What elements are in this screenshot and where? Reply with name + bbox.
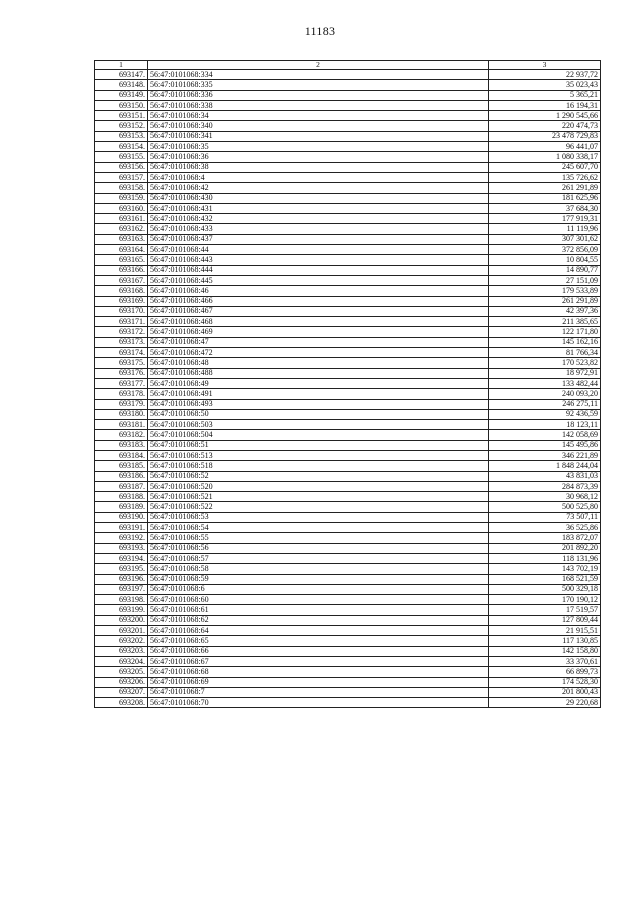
row-number-cell: 693188. xyxy=(95,492,148,502)
cadastral-number-cell: 56:47:0101068:444 xyxy=(148,265,489,275)
cadastral-number-cell: 56:47:0101068:54 xyxy=(148,523,489,533)
cadastral-value-cell: 177 919,31 xyxy=(489,214,601,224)
table-row xyxy=(95,224,601,234)
cadastral-number-cell: 56:47:0101068:445 xyxy=(148,275,489,285)
table-row xyxy=(95,595,601,605)
row-number-cell: 693162. xyxy=(95,224,148,234)
row-number-cell: 693206. xyxy=(95,677,148,687)
row-number-cell: 693178. xyxy=(95,389,148,399)
table-row xyxy=(95,234,601,244)
cadastral-number-cell: 56:47:0101068:52 xyxy=(148,471,489,481)
cadastral-number-cell: 56:47:0101068:46 xyxy=(148,286,489,296)
row-number-cell: 693184. xyxy=(95,450,148,460)
cadastral-value-cell: 11 119,96 xyxy=(489,224,601,234)
row-number-cell: 693199. xyxy=(95,605,148,615)
cadastral-number-cell: 56:47:0101068:56 xyxy=(148,543,489,553)
cadastral-number-cell: 56:47:0101068:48 xyxy=(148,358,489,368)
cadastral-number-cell: 56:47:0101068:35 xyxy=(148,142,489,152)
row-number-cell: 693155. xyxy=(95,152,148,162)
cadastral-value-cell: 170 190,12 xyxy=(489,595,601,605)
cadastral-number-cell: 56:47:0101068:432 xyxy=(148,214,489,224)
page-number: 11183 xyxy=(304,24,336,38)
row-number-cell: 693208. xyxy=(95,698,148,708)
cadastral-number-cell: 56:47:0101068:522 xyxy=(148,502,489,512)
cadastral-value-cell: 211 385,65 xyxy=(489,317,601,327)
cadastral-value-cell: 122 171,80 xyxy=(489,327,601,337)
row-number-cell: 693154. xyxy=(95,142,148,152)
cadastral-number-cell: 56:47:0101068:51 xyxy=(148,440,489,450)
cadastral-value-cell: 174 528,30 xyxy=(489,677,601,687)
row-number-cell: 693196. xyxy=(95,574,148,584)
cadastral-number-cell: 56:47:0101068:70 xyxy=(148,698,489,708)
table-row xyxy=(95,605,601,615)
table-row xyxy=(95,183,601,193)
cadastral-number-cell: 56:47:0101068:521 xyxy=(148,492,489,502)
cadastral-value-cell: 17 519,57 xyxy=(489,605,601,615)
table-row xyxy=(95,399,601,409)
cadastral-value-cell: 135 726,62 xyxy=(489,172,601,182)
table-row xyxy=(95,90,601,100)
row-number-cell: 693191. xyxy=(95,523,148,533)
cadastral-value-cell: 145 495,86 xyxy=(489,440,601,450)
cadastral-number-cell: 56:47:0101068:340 xyxy=(148,121,489,131)
table-row xyxy=(95,584,601,594)
cadastral-number-cell: 56:47:0101068:334 xyxy=(148,70,489,80)
table-row xyxy=(95,245,601,255)
cadastral-value-cell: 181 625,96 xyxy=(489,193,601,203)
cadastral-number-cell: 56:47:0101068:57 xyxy=(148,553,489,563)
table-row xyxy=(95,574,601,584)
row-number-cell: 693182. xyxy=(95,430,148,440)
cadastral-number-cell: 56:47:0101068:42 xyxy=(148,183,489,193)
cadastral-number-cell: 56:47:0101068:58 xyxy=(148,564,489,574)
cadastral-number-cell: 56:47:0101068:59 xyxy=(148,574,489,584)
cadastral-value-cell: 142 158,80 xyxy=(489,646,601,656)
table-row xyxy=(95,358,601,368)
cadastral-number-cell: 56:47:0101068:49 xyxy=(148,378,489,388)
row-number-cell: 693166. xyxy=(95,265,148,275)
row-number-cell: 693197. xyxy=(95,584,148,594)
row-number-cell: 693167. xyxy=(95,275,148,285)
cadastral-number-cell: 56:47:0101068:338 xyxy=(148,100,489,110)
cadastral-value-cell: 372 856,09 xyxy=(489,245,601,255)
row-number-cell: 693173. xyxy=(95,337,148,347)
table-row xyxy=(95,265,601,275)
cadastral-value-cell: 500 329,18 xyxy=(489,584,601,594)
row-number-cell: 693198. xyxy=(95,595,148,605)
cadastral-value-cell: 127 809,44 xyxy=(489,615,601,625)
row-number-cell: 693148. xyxy=(95,80,148,90)
row-number-cell: 693174. xyxy=(95,348,148,358)
cadastral-number-cell: 56:47:0101068:335 xyxy=(148,80,489,90)
cadastral-value-cell: 1 080 338,17 xyxy=(489,152,601,162)
table-row xyxy=(95,636,601,646)
row-number-cell: 693200. xyxy=(95,615,148,625)
cadastral-value-cell: 22 937,72 xyxy=(489,70,601,80)
cadastral-value-cell: 220 474,73 xyxy=(489,121,601,131)
row-number-cell: 693186. xyxy=(95,471,148,481)
cadastral-number-cell: 56:47:0101068:430 xyxy=(148,193,489,203)
table-row xyxy=(95,461,601,471)
row-number-cell: 693149. xyxy=(95,90,148,100)
row-number-cell: 693203. xyxy=(95,646,148,656)
cadastral-value-cell: 245 607,70 xyxy=(489,162,601,172)
column-header-1: 1 xyxy=(95,61,148,70)
cadastral-value-cell: 29 220,68 xyxy=(489,698,601,708)
cadastral-number-cell: 56:47:0101068:472 xyxy=(148,348,489,358)
cadastral-number-cell: 56:47:0101068:491 xyxy=(148,389,489,399)
row-number-cell: 693163. xyxy=(95,234,148,244)
row-number-cell: 693189. xyxy=(95,502,148,512)
cadastral-value-cell: 36 525,86 xyxy=(489,523,601,533)
table-row xyxy=(95,687,601,697)
cadastral-number-cell: 56:47:0101068:433 xyxy=(148,224,489,234)
cadastral-number-cell: 56:47:0101068:513 xyxy=(148,450,489,460)
row-number-cell: 693172. xyxy=(95,327,148,337)
cadastral-value-cell: 16 194,31 xyxy=(489,100,601,110)
row-number-cell: 693190. xyxy=(95,512,148,522)
table-header-row xyxy=(95,61,601,70)
table-body xyxy=(95,70,601,708)
cadastral-number-cell: 56:47:0101068:468 xyxy=(148,317,489,327)
cadastral-number-cell: 56:47:0101068:34 xyxy=(148,111,489,121)
cadastral-value-cell: 96 441,07 xyxy=(489,142,601,152)
table-row xyxy=(95,348,601,358)
table-row xyxy=(95,523,601,533)
table-row xyxy=(95,626,601,636)
cadastral-number-cell: 56:47:0101068:341 xyxy=(148,131,489,141)
cadastral-value-cell: 346 221,89 xyxy=(489,450,601,460)
cadastral-value-cell: 179 533,89 xyxy=(489,286,601,296)
table-row xyxy=(95,698,601,708)
table-row xyxy=(95,306,601,316)
cadastral-number-cell: 56:47:0101068:66 xyxy=(148,646,489,656)
cadastral-number-cell: 56:47:0101068:6 xyxy=(148,584,489,594)
row-number-cell: 693194. xyxy=(95,553,148,563)
cadastral-number-cell: 56:47:0101068:50 xyxy=(148,409,489,419)
table-row xyxy=(95,214,601,224)
table-row xyxy=(95,481,601,491)
cadastral-value-cell: 201 800,43 xyxy=(489,687,601,697)
column-header-2: 2 xyxy=(148,61,489,70)
row-number-cell: 693177. xyxy=(95,378,148,388)
table-row xyxy=(95,389,601,399)
cadastral-number-cell: 56:47:0101068:38 xyxy=(148,162,489,172)
cadastral-value-cell: 133 482,44 xyxy=(489,378,601,388)
cadastral-number-cell: 56:47:0101068:336 xyxy=(148,90,489,100)
row-number-cell: 693187. xyxy=(95,481,148,491)
cadastral-number-cell: 56:47:0101068:47 xyxy=(148,337,489,347)
table-row xyxy=(95,440,601,450)
table-row xyxy=(95,255,601,265)
cadastral-number-cell: 56:47:0101068:466 xyxy=(148,296,489,306)
table-row xyxy=(95,368,601,378)
cadastral-value-cell: 118 131,96 xyxy=(489,553,601,563)
row-number-cell: 693150. xyxy=(95,100,148,110)
cadastral-value-cell: 43 831,03 xyxy=(489,471,601,481)
cadastral-value-cell: 18 972,91 xyxy=(489,368,601,378)
row-number-cell: 693153. xyxy=(95,131,148,141)
cadastral-number-cell: 56:47:0101068:7 xyxy=(148,687,489,697)
row-number-cell: 693179. xyxy=(95,399,148,409)
row-number-cell: 693175. xyxy=(95,358,148,368)
table-row xyxy=(95,646,601,656)
table-row xyxy=(95,162,601,172)
table-row xyxy=(95,512,601,522)
table-row xyxy=(95,543,601,553)
cadastral-value-cell: 240 093,20 xyxy=(489,389,601,399)
row-number-cell: 693183. xyxy=(95,440,148,450)
row-number-cell: 693159. xyxy=(95,193,148,203)
table-row xyxy=(95,667,601,677)
table-row xyxy=(95,327,601,337)
cadastral-number-cell: 56:47:0101068:64 xyxy=(148,626,489,636)
row-number-cell: 693181. xyxy=(95,420,148,430)
table-row xyxy=(95,100,601,110)
cadastral-number-cell: 56:47:0101068:503 xyxy=(148,420,489,430)
cadastral-value-cell: 66 899,73 xyxy=(489,667,601,677)
row-number-cell: 693156. xyxy=(95,162,148,172)
table-row xyxy=(95,450,601,460)
table-row xyxy=(95,564,601,574)
row-number-cell: 693147. xyxy=(95,70,148,80)
cadastral-value-cell: 201 892,20 xyxy=(489,543,601,553)
cadastral-value-cell: 30 968,12 xyxy=(489,492,601,502)
table-row xyxy=(95,142,601,152)
cadastral-value-cell: 1 848 244,04 xyxy=(489,461,601,471)
cadastral-value-cell: 246 275,11 xyxy=(489,399,601,409)
cadastral-value-cell: 18 123,11 xyxy=(489,420,601,430)
row-number-cell: 693202. xyxy=(95,636,148,646)
cadastral-number-cell: 56:47:0101068:4 xyxy=(148,172,489,182)
table-row xyxy=(95,553,601,563)
row-number-cell: 693204. xyxy=(95,656,148,666)
table-row xyxy=(95,420,601,430)
table-row xyxy=(95,286,601,296)
cadastral-value-cell: 92 436,59 xyxy=(489,409,601,419)
table-row xyxy=(95,337,601,347)
cadastral-value-cell: 183 872,07 xyxy=(489,533,601,543)
table-row xyxy=(95,70,601,80)
cadastral-number-cell: 56:47:0101068:55 xyxy=(148,533,489,543)
cadastral-value-cell: 81 766,34 xyxy=(489,348,601,358)
cadastral-number-cell: 56:47:0101068:60 xyxy=(148,595,489,605)
table-row xyxy=(95,152,601,162)
cadastral-value-cell: 5 365,21 xyxy=(489,90,601,100)
cadastral-value-cell: 261 291,89 xyxy=(489,296,601,306)
cadastral-value-cell: 35 023,43 xyxy=(489,80,601,90)
cadastral-value-cell: 117 130,85 xyxy=(489,636,601,646)
table-row xyxy=(95,80,601,90)
table-row xyxy=(95,203,601,213)
row-number-cell: 693185. xyxy=(95,461,148,471)
row-number-cell: 693152. xyxy=(95,121,148,131)
cadastral-value-cell: 284 873,39 xyxy=(489,481,601,491)
cadastral-number-cell: 56:47:0101068:62 xyxy=(148,615,489,625)
table-row xyxy=(95,121,601,131)
row-number-cell: 693176. xyxy=(95,368,148,378)
cadastral-value-cell: 33 370,61 xyxy=(489,656,601,666)
cadastral-value-cell: 27 151,09 xyxy=(489,275,601,285)
cadastral-number-cell: 56:47:0101068:53 xyxy=(148,512,489,522)
cadastral-value-cell: 307 301,62 xyxy=(489,234,601,244)
row-number-cell: 693164. xyxy=(95,245,148,255)
table-row xyxy=(95,615,601,625)
cadastral-value-cell: 168 521,59 xyxy=(489,574,601,584)
row-number-cell: 693192. xyxy=(95,533,148,543)
cadastral-number-cell: 56:47:0101068:36 xyxy=(148,152,489,162)
table-row xyxy=(95,172,601,182)
cadastral-number-cell: 56:47:0101068:437 xyxy=(148,234,489,244)
table-row xyxy=(95,502,601,512)
table-row xyxy=(95,317,601,327)
row-number-cell: 693171. xyxy=(95,317,148,327)
table-row xyxy=(95,677,601,687)
cadastral-value-cell: 14 890,77 xyxy=(489,265,601,275)
table-row xyxy=(95,193,601,203)
table-row xyxy=(95,656,601,666)
row-number-cell: 693170. xyxy=(95,306,148,316)
cadastral-number-cell: 56:47:0101068:431 xyxy=(148,203,489,213)
row-number-cell: 693195. xyxy=(95,564,148,574)
cadastral-value-cell: 170 523,82 xyxy=(489,358,601,368)
row-number-cell: 693207. xyxy=(95,687,148,697)
cadastral-value-cell: 10 804,55 xyxy=(489,255,601,265)
row-number-cell: 693157. xyxy=(95,172,148,182)
cadastral-value-cell: 73 507,11 xyxy=(489,512,601,522)
cadastral-number-cell: 56:47:0101068:467 xyxy=(148,306,489,316)
cadastral-number-cell: 56:47:0101068:518 xyxy=(148,461,489,471)
table-row xyxy=(95,492,601,502)
row-number-cell: 693193. xyxy=(95,543,148,553)
cadastral-number-cell: 56:47:0101068:469 xyxy=(148,327,489,337)
cadastral-number-cell: 56:47:0101068:488 xyxy=(148,368,489,378)
cadastral-number-cell: 56:47:0101068:443 xyxy=(148,255,489,265)
table-row xyxy=(95,296,601,306)
row-number-cell: 693180. xyxy=(95,409,148,419)
cadastral-value-cell: 21 915,51 xyxy=(489,626,601,636)
table-row xyxy=(95,471,601,481)
row-number-cell: 693165. xyxy=(95,255,148,265)
cadastral-number-cell: 56:47:0101068:520 xyxy=(148,481,489,491)
cadastral-number-cell: 56:47:0101068:69 xyxy=(148,677,489,687)
cadastral-number-cell: 56:47:0101068:61 xyxy=(148,605,489,615)
cadastral-value-cell: 42 397,36 xyxy=(489,306,601,316)
cadastral-number-cell: 56:47:0101068:65 xyxy=(148,636,489,646)
table-row xyxy=(95,533,601,543)
cadastral-value-cell: 143 702,19 xyxy=(489,564,601,574)
cadastral-value-table xyxy=(94,60,601,708)
cadastral-value-cell: 37 684,30 xyxy=(489,203,601,213)
table-row xyxy=(95,131,601,141)
cadastral-value-cell: 500 525,80 xyxy=(489,502,601,512)
cadastral-value-cell: 1 290 545,66 xyxy=(489,111,601,121)
row-number-cell: 693160. xyxy=(95,203,148,213)
column-header-3: 3 xyxy=(489,61,601,70)
row-number-cell: 693151. xyxy=(95,111,148,121)
row-number-cell: 693205. xyxy=(95,667,148,677)
table-row xyxy=(95,275,601,285)
row-number-cell: 693201. xyxy=(95,626,148,636)
row-number-cell: 693158. xyxy=(95,183,148,193)
cadastral-number-cell: 56:47:0101068:68 xyxy=(148,667,489,677)
row-number-cell: 693169. xyxy=(95,296,148,306)
cadastral-number-cell: 56:47:0101068:67 xyxy=(148,656,489,666)
cadastral-number-cell: 56:47:0101068:44 xyxy=(148,245,489,255)
table-row xyxy=(95,430,601,440)
cadastral-number-cell: 56:47:0101068:504 xyxy=(148,430,489,440)
cadastral-value-cell: 261 291,89 xyxy=(489,183,601,193)
cadastral-number-cell: 56:47:0101068:493 xyxy=(148,399,489,409)
table-row xyxy=(95,378,601,388)
cadastral-value-cell: 23 478 729,83 xyxy=(489,131,601,141)
cadastral-value-cell: 142 058,69 xyxy=(489,430,601,440)
cadastral-value-cell: 145 162,16 xyxy=(489,337,601,347)
row-number-cell: 693168. xyxy=(95,286,148,296)
row-number-cell: 693161. xyxy=(95,214,148,224)
table-row xyxy=(95,409,601,419)
table-row xyxy=(95,111,601,121)
